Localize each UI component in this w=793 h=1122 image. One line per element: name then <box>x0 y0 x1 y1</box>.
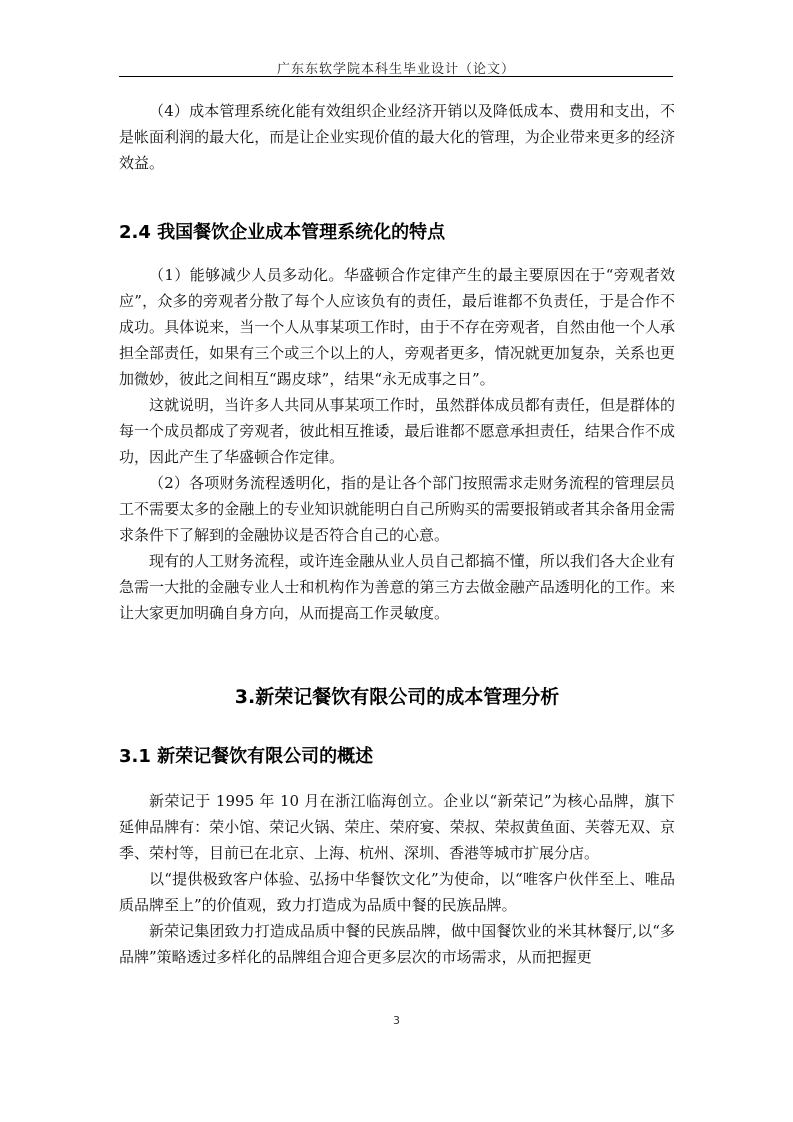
paragraph-manual-finance: 现有的人工财务流程，或许连金融从业人员自己都搞不懂，所以我们各大企业有急需一大批的金融专业人士和机构作为善意的第三方去做金融产品透明化的工作。来让大家更加明确自身方向，从而提高工作灵敏度。 <box>119 552 675 622</box>
paragraph-brand-strategy: 新荣记集团致力打造成品质中餐的民族品牌，做中国餐饮业的米其林餐厅,以“多品牌”策略透过多样化的品牌组合迎合更多层次的市场需求，从而把握更 <box>119 922 675 966</box>
section-heading-3-1: 3.1 新荣记餐饮有限公司的概述 <box>119 746 374 767</box>
header-rule <box>119 76 673 77</box>
paragraph-reduce-personnel: （1）能够减少人员多动化。华盛顿合作定律产生的最主要原因在于“旁观者效应”，众多的旁观者分散了每个人应该负有的责任，最后谁都不负责任，于是合作不成功。具体说来，当一个人从事某项工作时，由于不存在旁观者，自然由他一个人承担全部责任，如果有三个或三个以上的人，旁观者更多，情况就更加复杂，关系也更加微妙，彼此之间相互“踢皮球”，结果“永无成事之日”。 <box>119 266 675 388</box>
paragraph-mission: 以“提供极致客户体验、弘扬中华餐饮文化”为使命，以“唯客户伙伴至上、唯品质品牌至上”的价值观，致力打造成为品质中餐的民族品牌。 <box>119 870 675 914</box>
paragraph-cost-management-benefit: （4）成本管理系统化能有效组织企业经济开销以及降低成本、费用和支出，不是帐面利润的最大化，而是让企业实现价值的最大化的管理，为企业带来更多的经济效益。 <box>119 102 675 172</box>
page-body <box>119 98 675 970</box>
page-number: 3 <box>393 1014 400 1027</box>
running-header: 广东东软学院本科生毕业设计（论文） <box>276 62 515 77</box>
chapter-heading-3: 3.新荣记餐饮有限公司的成本管理分析 <box>234 686 560 708</box>
paragraph-company-founding: 新荣记于 1995 年 10 月在浙江临海创立。企业以“新荣记”为核心品牌，旗下延伸品牌有：荣小馆、荣记火锅、荣庄、荣府宴、荣叔、荣叔黄鱼面、芙蓉无双、京季、荣村等，目前已在北京、上海、杭州、深圳、香港等城市扩展分店。 <box>119 792 675 862</box>
paragraph-washington-law: 这就说明，当许多人共同从事某项工作时，虽然群体成员都有责任，但是群体的每一个成员都成了旁观者，彼此相互推诿，最后谁都不愿意承担责任，结果合作不成功，因此产生了华盛顿合作定律。 <box>119 396 675 466</box>
section-heading-2-4: 2.4 我国餐饮企业成本管理系统化的特点 <box>119 222 446 243</box>
paragraph-finance-transparency: （2）各项财务流程透明化，指的是让各个部门按照需求走财务流程的管理层员工不需要太多的金融上的专业知识就能明白自己所购买的需要报销或者其余备用金需求条件下了解到的金融协议是否符合自己的心意。 <box>119 474 675 544</box>
